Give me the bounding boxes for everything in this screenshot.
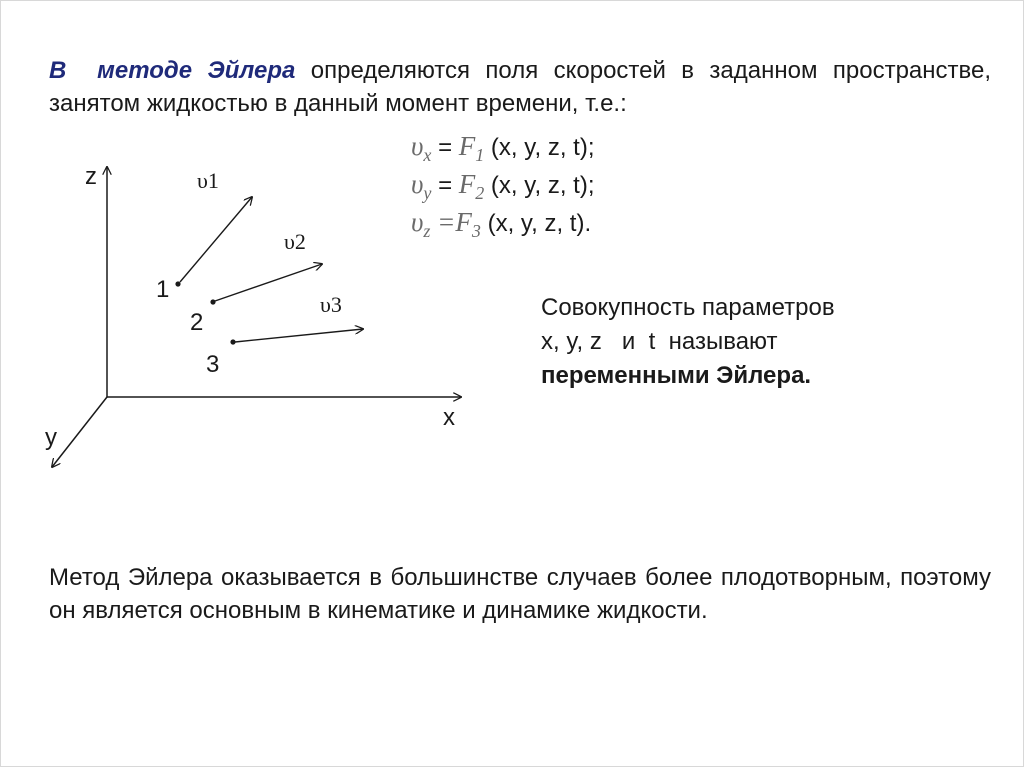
- conclusion-paragraph: Метод Эйлера оказывается в большинстве случаев более плодотворным, поэтому он является основным в кинематике и динамике жидкости.: [49, 564, 991, 624]
- equals-sign: =: [430, 207, 456, 237]
- function-symbol: F: [455, 207, 472, 237]
- intro-lead-phrase: методе Эйлера: [97, 57, 296, 84]
- vector-label-1: υ1: [197, 168, 219, 193]
- velocity-vector-2: [215, 264, 322, 301]
- equals-sign: =: [431, 134, 459, 161]
- euler-variables-note: [541, 291, 835, 393]
- function-args: (x, y, z, t).: [480, 210, 592, 237]
- velocity-subscript: z: [423, 221, 431, 241]
- note-line-1: Совокупность параметров: [541, 294, 835, 321]
- axis-label-x: x: [443, 404, 455, 431]
- euler-diagram: [1, 1, 1023, 766]
- vector-label-3: υ3: [320, 292, 342, 317]
- note-line-2: x, y, z и t называют: [541, 328, 778, 355]
- velocity-subscript: x: [423, 145, 432, 165]
- y-axis: [52, 397, 107, 467]
- point-label-3: 3: [206, 351, 220, 378]
- function-symbol: F: [458, 131, 476, 161]
- function-subscript: 1: [475, 145, 485, 165]
- axis-label-z: z: [85, 163, 97, 190]
- function-args: (x, y, z, t);: [484, 134, 595, 161]
- equals-sign: =: [431, 172, 459, 199]
- velocity-subscript: y: [423, 183, 432, 203]
- function-args: (x, y, z, t);: [484, 172, 595, 199]
- point-3: [230, 339, 235, 344]
- point-label-1: 1: [156, 276, 170, 303]
- function-subscript: 2: [475, 183, 485, 203]
- function-symbol: F: [458, 169, 476, 199]
- axis-label-y: y: [45, 424, 57, 451]
- point-label-2: 2: [190, 309, 204, 336]
- velocity-vector-3: [235, 329, 363, 342]
- intro-rest: определяются поля скоростей в заданном пространстве, занятом жидкостью в данный момент времени, т.е.:: [49, 57, 992, 117]
- point-1: [175, 281, 180, 286]
- velocity-vector-1: [180, 197, 252, 282]
- velocity-symbol: υ: [411, 207, 424, 237]
- function-subscript: 3: [471, 221, 481, 241]
- velocity-symbol: υ: [411, 169, 424, 199]
- point-2: [210, 299, 215, 304]
- note-line-3: переменными Эйлера.: [541, 362, 812, 389]
- vector-label-2: υ2: [284, 229, 306, 254]
- velocity-symbol: υ: [411, 131, 424, 161]
- intro-lead-prefix: В: [49, 57, 67, 84]
